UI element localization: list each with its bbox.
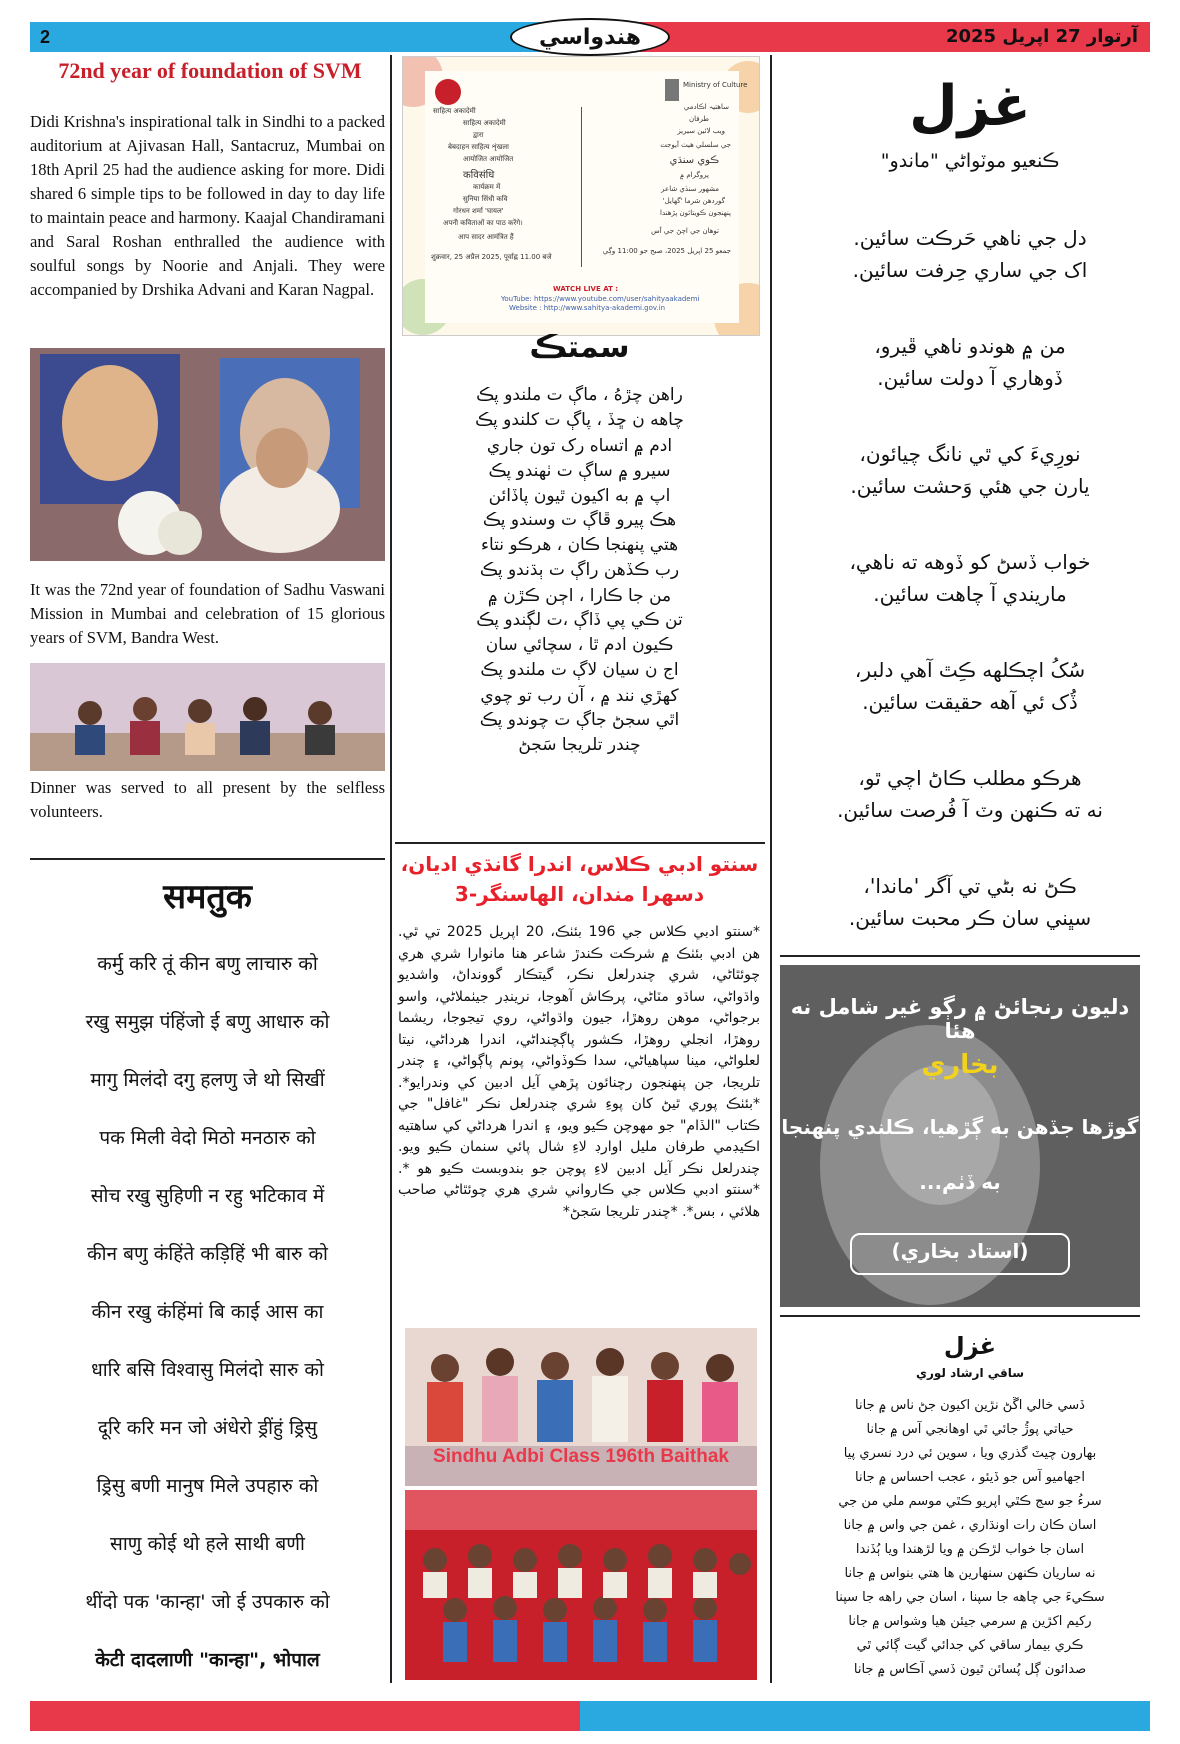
hindi-poem-line: रखु समुझ पंहिंजो ई बणु आधारु को [85, 1011, 330, 1033]
ghazal2-line: اجهاميو آس جو ڏيئو ، عجب احساس ۾ جانا [855, 1470, 1085, 1485]
invitation-left-line: कार्यक्रम में [473, 183, 501, 191]
samtuk-line: کهڙي نند ۾ ، آن رب تو چوي [480, 686, 679, 706]
invitation-left-org: साहित्य अकादेमी [433, 107, 476, 115]
ghazal-line: نه ته ڪنهن وٽ آ فُرصت سائين. [837, 798, 1103, 822]
ghazal-line: دل جي ناهي حَرڪت سائين. [853, 226, 1087, 250]
samtuk-line: تن ڪي پي ڏاڳ ،ت لڳندو پڪ [476, 610, 683, 630]
samtuk-line: اٿي سجڻ جاڳ ت چوندو پڪ [479, 710, 680, 730]
footer-bar-red [30, 1701, 580, 1731]
invitation-website: Website : http://www.sahitya-akademi.gov.in [509, 304, 666, 312]
ghazal-line: من ۾ هوندو ناهي ڦيرو، [874, 334, 1066, 358]
ministry-emblem [665, 79, 679, 101]
invitation-right-line: ساهتيہ اڪادمي [683, 103, 729, 111]
hindi-poem-line: थींदो पक 'कान्हा' जो ई उपकारु को [85, 1591, 330, 1613]
hindi-poem-line: ड्रिसु बणी मानुष मिले उपहारु को [96, 1475, 319, 1497]
poster-line-4: به ڏٺم... [919, 1170, 1001, 1194]
issue-date: آرتوار 27 اپريل 2025 [945, 26, 1138, 47]
section-divider-col3b [780, 1315, 1140, 1317]
header-bar-blue [30, 22, 540, 52]
svm-article-para1: Didi Krishna's inspirational talk in Sindhi to a packed auditorium at Ajivasan Hall, Santacruz, Mumbai on 18th April 25 had the audience asking for more. Didi shared 6 simple tips to be followed in day to day life to maintain peace and harmony. Kaajal Chandiramani and Saral Roshan enthralled the audience with soulful songs by Noorie and Anjali. They were accompanied by Drshika Advani and Karan Nagpal. [30, 112, 385, 299]
bukhari-poster [780, 965, 1140, 1307]
adbi-class-banner: Sindhu Adbi Class 196th Baithak [433, 1446, 729, 1467]
hindi-poem-line: कर्मु करि तूं कीन बणु लाचारु को [97, 953, 318, 975]
hindi-poem-title: समतुक [163, 877, 252, 917]
masthead-logo: هندواسي [510, 18, 670, 56]
ghazal-line: يارن جي هئي وَحشت سائين. [850, 474, 1090, 498]
ghazal-line: ڏوهاري آ دولت سائين. [877, 366, 1063, 390]
invitation-left-line: शुक्रवार, 25 अप्रैल 2025, पूर्वाह्न 11.00 बजे [431, 253, 552, 261]
hindi-poem-line: धारि बसि विश्वासु मिलंदो सारु को [91, 1359, 324, 1381]
samtuk-line: ادم ۾ اتساه رک تون جاري [486, 436, 673, 456]
ghazal2-line: نه ساريان ڪنهن سنهارين ها هتي بنواس ۾ جانا [844, 1566, 1096, 1581]
invitation-right-line: ويب لائين سيريز [677, 127, 725, 135]
ghazal-line: ماريندي آ چاهت سائين. [873, 582, 1067, 606]
poster-line-1: دليون رنجائڻ ۾ رڳو غير شامل نه هئا [790, 995, 1130, 1043]
ghazal2-line: رکيم اکڙين ۾ سرمي جيئن هيا وشواس ۾ جانا [848, 1614, 1092, 1629]
ghazal2-author: ساقي ارشاد لوري [915, 1366, 1025, 1380]
invitation-left-line: आप सादर आमंत्रित हैं [458, 233, 514, 241]
hindi-poem-line: सोच रखु सुहिणी न रहु भटिकाव में [90, 1185, 325, 1207]
section-divider-col3 [780, 955, 1140, 957]
ghazal2-line: سرءُ جو سج ڪٿي اپريو ڪٿي موسم ملي من جي [838, 1494, 1102, 1509]
ghazal2-line: ڪري بيمار ساقي کي جدائي گيت ڳائي ٿي [856, 1638, 1084, 1653]
poster-line-2: بخاري [921, 1050, 999, 1080]
samtuk-author: چندر تلريجا سَجڻ [518, 735, 641, 755]
invitation-watch-live: WATCH LIVE AT : [553, 285, 619, 293]
ghazal2-line: اسان جا خواب لڙڪن ۾ ويا لڙهندا ويا ٻُڏندا [855, 1542, 1085, 1557]
samtuk-line: ڪيون ادم ٿا ، سچائي سان [485, 635, 674, 655]
hindi-poem-line: मागु मिलंदो दगु हलणु जे थो सिखीं [90, 1069, 325, 1091]
hindi-poem-line: पक मिली वेदो मिठो मनठारु को [99, 1127, 316, 1149]
ghazal2-title: غزل [943, 1332, 997, 1360]
poster-line-3: گوڙها جڏهن به ڳڙهيا، ڪلندي پنهنجا [781, 1115, 1139, 1139]
poster-credit: (استاد بخاري) [891, 1239, 1029, 1263]
santoo-body: *سنتو ادبي ڪلاس جي 196 بئٺڪ، 20 اپريل 2025 تي ٿي. هن ادبي بئٺڪ ۾ شرڪت ڪندڙ شاعر هنا مانوارا شري هري چوئٿاڻي، شري چندرلعل نڪر، گيتڪار گوونداڻ، واشديو واڌواڻي، ساڌو مٽاڻي، پرڪاش آهوجا، نرينڊر جيٺملاڻي، واسو برجواڻي، موهن روهڙا، جيون واڌواڻي، روي تيجوجا، ريشما روهڙا، انجلي روهڙا، ڪشور پاڳچنداڻي، اندرا هرداڻي، نيتا لعلواڻي، مينا سپاهياڻي، سدا ڪوڏواڻي، پونم پاڳواڻي، ۽ چندر تلريجا، جن پنهنجون رچنائون پڙهي آيل ادبين کي وندرايو*. *بئٺڪ پوري ٿيڻ کان پوءِ شري چندرلعل نڪر "غافل" جي ڪتاب "الڏام" جو مهوچن ڪيو ويو، ۽ اندرا هرداڻي کي ساهتيه اڪيڊمي طرفان مليل اوارڊ لاءِ شال پائي سنمان ڪيو ويو. چندرلعل نڪر آيل ادبين لاءِ پوچن جو بندوبست ڪيو هو *. *سنتو ادبي ڪلاس جي ڪارواني شري هري چوئٿاڻي صاحب هلائي ، بس*. *چندر تلريجا سَجڻ* [398, 924, 760, 1220]
ghazal-line: اک جي ساري حِرفت سائين. [852, 258, 1088, 282]
hindi-poem-line: दूरि करि मन जो अंधेरो ड्रींहुं ड्रिसु [97, 1417, 318, 1439]
svm-article-para2: It was the 72nd year of foundation of Sadhu Vaswani Mission in Mumbai and celebration of 15 glorious years of SVM, Bandra West. [30, 580, 385, 647]
ghazal2-line: سڪيءَ جي چاهه جا سپنا ، اسان جي راهه جا سپنا [835, 1590, 1105, 1605]
invitation-left-line: अपनी कविताओं का पाठ करेंगे। [443, 219, 523, 227]
invitation-right-line: ڪوي سنڌي [669, 155, 719, 166]
ghazal2-line: صدائون ڳل پُسائن ٿيون ڏسي آڪاس ۾ جانا [853, 1662, 1087, 1677]
santoo-heading-2: دسهرا مندان، الهاسنگر-3 [454, 882, 705, 906]
column-divider-2 [770, 55, 772, 1683]
ghazal-line: ڏُک ئي آهه حقيقت سائين. [862, 690, 1078, 714]
svm-article-para3: Dinner was served to all present by the selfless volunteers. [30, 778, 385, 821]
invitation-right-line: توهان جي اچڻ جي آس [651, 227, 719, 235]
samtuk-line: چاهه ن ڇڏ ، پاڳ ت کلندو پڪ [475, 410, 684, 430]
music-performance-photo [30, 663, 385, 771]
samtuk-line: هڪ پيرو ڦاڳ ت وسندو پڪ [482, 510, 677, 530]
ghazal2-line: ڏسي خالي اڱڻ نڙين اکيون جڻ ناس ۾ جانا [855, 1398, 1085, 1413]
invitation-right-line: جمعو 25 اپريل 2025، صبح جو 11:00 وڳي [602, 247, 731, 255]
invitation-right-line: گوردهن شرما 'گهايل' [662, 197, 725, 205]
ghazal-line: سُکُ اچڪلهه ڪِٿ آهي دلبر، [854, 658, 1086, 682]
samtuk-title: سمتڪ [529, 330, 630, 365]
invitation-left-line: आयोजित आयोजित [463, 155, 514, 163]
invitation-right-line: طرفان [688, 115, 709, 123]
hindi-poem-line: साणु कोई थो हले साथी बणी [110, 1533, 305, 1555]
invitation-left-line: कविसंधि [463, 170, 495, 181]
ghazal-author: ڪنعيو موٽواڻي "ماندو" [880, 150, 1060, 172]
samtuk-line: رب ڪڏهن راڳ ت ٻڌندو پڪ [479, 560, 680, 580]
ghazal-line: هرڪو مطلب ڪاڻ اچي ٿو، [858, 766, 1082, 790]
hindi-poem-line: कीन रखु कंहिंमां बि काई आस का [91, 1301, 324, 1323]
ghazal-line: خواب ڏسڻ کو ڏوهه ته ناهي، [849, 550, 1091, 574]
samtuk-line: راهن چڙهُ ، ماڳ ت ملندو پڪ [476, 385, 683, 405]
svm-article-title: 72nd year of foundation of SVM [58, 58, 362, 83]
section-divider-col2 [395, 842, 765, 844]
samtuk-line: اج ن سيان لاڳ ت ملندو پڪ [480, 660, 679, 680]
invitation-youtube: YouTube: https://www.youtube.com/user/sahityaakademi [501, 295, 700, 303]
invitation-right-line: پنهنجون ڪويتائون پڙهندا [660, 209, 731, 217]
invitation-left-line: साहित्य अकादेमी [463, 119, 506, 127]
page-number: 2 [40, 27, 51, 47]
section-divider-col1 [30, 858, 385, 860]
didi-krishna-photo [30, 348, 385, 561]
ghazal-line: نورِيءَ کي ٿي نانگ چيائون، [859, 442, 1081, 466]
ghazal-title: غزل [909, 74, 1031, 139]
ghazal-line: ڪڻ نه بڻي تي آگر 'ماندا'، [863, 874, 1077, 898]
invitation-right-line: پروگرام ۾ [680, 171, 709, 179]
invitation-left-line: द्वारा [473, 131, 484, 139]
hindi-poem-author: केटी दादलाणी "कान्हा", भोपाल [95, 1649, 320, 1671]
invitation-right-line: جي سلسلي هيٺ آيوجت [660, 141, 731, 149]
samtuk-line: سيرو ۾ ساڳ ت ٺهندو پڪ [488, 461, 671, 481]
footer-bar-blue [580, 1701, 1150, 1731]
invitation-card [402, 56, 760, 336]
ghazal2-line: اسان ڪان رات اونڌاري ، غمن جي واس ۾ جانا [843, 1518, 1097, 1533]
invitation-divider [581, 107, 582, 267]
invitation-left-line: सुनिया सिंधी कवि [463, 195, 508, 203]
samtuk-line: اپ ۾ به اکيون ٿيون پاڏائن [488, 486, 671, 506]
invitation-right-line: مشهور سنڌي شاعر [661, 185, 719, 193]
invitation-right-org: Ministry of Culture [683, 81, 748, 89]
adbi-class-group-photo-1 [405, 1328, 757, 1486]
santoo-heading-1: سنتو ادبي ڪلاس، اندرا گانڌي اديان، [400, 852, 759, 876]
ghazal-line: سڀني سان ڪر محبت سائين. [848, 906, 1092, 930]
invitation-left-line: गोरधन शर्मा 'घायल' [453, 207, 504, 215]
hindi-poem-line: कीन बणु कंहिंते कड़िहिं भी बारु को [87, 1243, 328, 1265]
samtuk-line: من جا ڪارا ، اڄن ڪڙن ۾ [487, 586, 672, 606]
ghazal2-line: حياتي پوڙُ جائي ٿي اوهانجي آس ۾ جانا [866, 1422, 1074, 1437]
invitation-left-line: बेबदाहन साहित्य शृंखला [448, 143, 509, 151]
adbi-class-group-photo-2 [405, 1490, 757, 1680]
samtuk-line: هتي پنهنجا ڪان ، هرڪو نتاء [480, 535, 679, 555]
sahitya-akademi-logo [435, 79, 461, 105]
ghazal2-line: بهارون چيٽ گذري ويا ، سوين ئي درد نسري پيا [843, 1446, 1097, 1461]
